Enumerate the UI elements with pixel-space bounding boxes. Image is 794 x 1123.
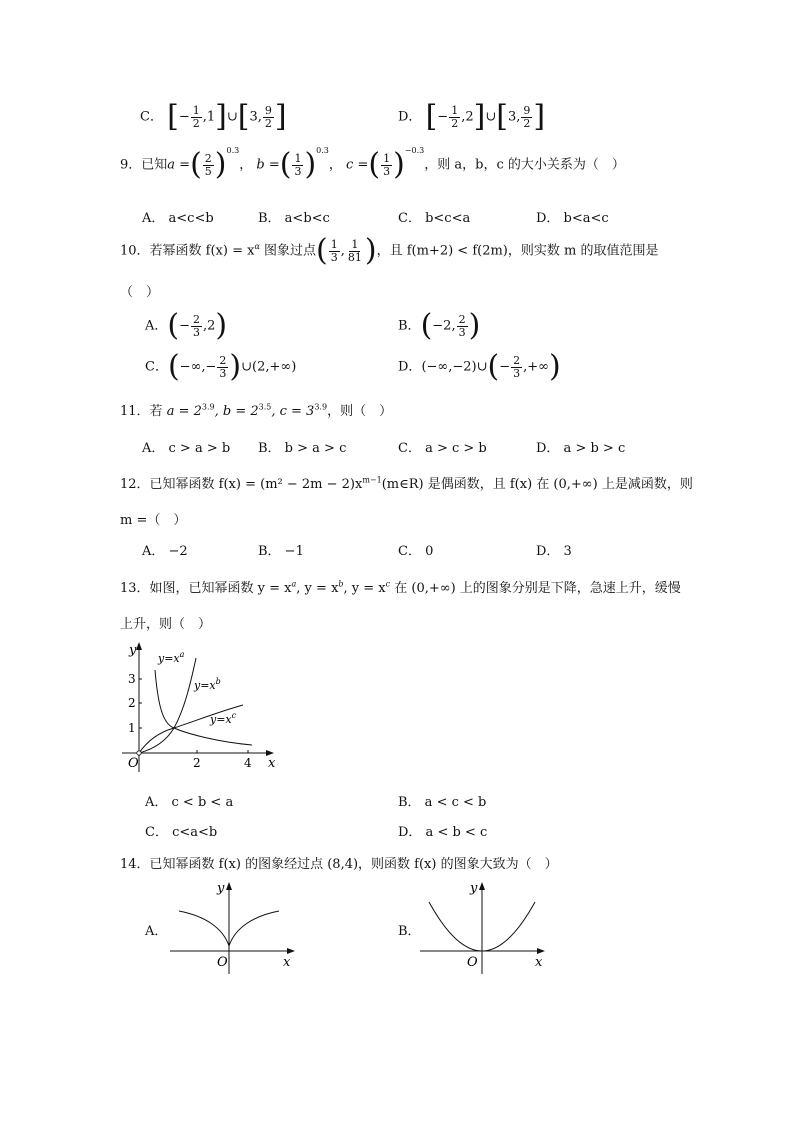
x-axis-label: x <box>535 955 543 970</box>
y-axis-arrow <box>226 882 232 890</box>
q13-option-d: D． a < b < c <box>398 825 488 840</box>
q11-option-a: A． c > a > b <box>142 441 231 456</box>
q14-graph-a <box>165 876 300 976</box>
q10-stem: 10．若幂函数 $f(x) = x^\alpha$ 图象过点( $\frac{1}{3}$ , $\frac{1}{81}$ )，且 f(m+2) < f(2m)，则实数 m 的取值范围是 <box>120 233 659 268</box>
q10-option-d: D．(−∞,−2)∪(− $\frac{2}{3}$ ,+∞) <box>398 349 561 384</box>
q9-option-b: B． a<b<c <box>258 211 330 226</box>
curve-left <box>179 911 229 946</box>
q10-option-a: A．(− $\frac{2}{3}$ ,2) <box>145 308 228 343</box>
y-axis-arrow <box>136 642 142 650</box>
x-axis-label: x <box>283 955 291 970</box>
x-axis-arrow <box>537 948 545 954</box>
q9-option-a: A． a<c<b <box>142 211 214 226</box>
q13-stem-line2: 上升，则（ ） <box>120 617 212 632</box>
q14-option-b-letter: B． <box>398 924 421 939</box>
origin-label: O <box>128 756 139 771</box>
q8-option-d: D． [− $\frac{1}{2}$ ,2]∪[3, $\frac{9}{2}$ ] <box>398 99 546 134</box>
q12-option-a: A． −2 <box>142 544 188 559</box>
q13-option-b: B． a < c < b <box>398 795 487 810</box>
q12-stem: 12．已知幂函数 $f(x) = (m^2 - 2m - 2)x^{m-1}(m\in R)$ 是偶函数，且 f(x) 在 (0,+∞) 上是减函数，则 <box>120 475 693 492</box>
x-tick-label: 2 <box>193 756 201 770</box>
y-axis-label: y <box>470 881 478 896</box>
q13-option-a: A． c < b < a <box>145 795 234 810</box>
q9-stem: 9．已知a =( $\frac{2}{5}$ )$^{0.3}$， b =( $\frac{1}{3}$ )$^{0.3}$， c =( $\frac{1}{3}$ )$^{-0.3}$，则 a，b，c 的大小关系为（ ） <box>120 146 625 182</box>
q14-option-a-letter: A． <box>145 924 168 939</box>
x-tick-label: 4 <box>244 756 252 770</box>
y-axis-arrow <box>479 882 485 890</box>
q11-option-c: C． a > c > b <box>398 441 487 456</box>
option-letter: C． <box>140 109 163 125</box>
curve-right <box>229 911 279 946</box>
x-axis-label: x <box>268 756 276 771</box>
origin-point <box>137 751 141 755</box>
q11-stem: 11．若 $a = 2^{3.9}$, $b = 2^{3.5}$, $c = 3^{3.9}$，则（ ） <box>120 402 393 419</box>
x-axis-arrow <box>287 948 295 954</box>
q11-option-b: B． b > a > c <box>258 441 347 456</box>
q10-stem-line2: （ ） <box>120 285 160 300</box>
q14-graph-b <box>415 876 550 976</box>
q14-stem: 14．已知幂函数 f(x) 的图象经过点 (8,4)，则函数 f(x) 的图象大致为（ ） <box>120 857 558 872</box>
y-axis-label: y <box>217 881 225 896</box>
q12-option-b: B． −1 <box>258 544 304 559</box>
option-letter: D． <box>398 109 422 125</box>
q12-option-d: D． 3 <box>536 544 572 559</box>
q9-option-d: D． b<a<c <box>536 211 609 226</box>
q13-power-function-graph <box>118 636 288 776</box>
curve-label-b: $y=x^b$ <box>194 677 221 692</box>
q13-option-c: C． c<a<b <box>145 825 218 840</box>
curve-x-pow-b <box>139 658 196 753</box>
curve-label-c: $y=x^c$ <box>210 711 237 726</box>
y-tick-label: 2 <box>128 696 136 710</box>
origin-label: O <box>217 955 228 970</box>
origin-label: O <box>467 955 478 970</box>
q11-option-d: D． a > b > c <box>536 441 626 456</box>
y-tick-label: 1 <box>128 721 136 735</box>
q12-option-c: C． 0 <box>398 544 434 559</box>
q10-option-c: C．(−∞,− $\frac{2}{3}$ )∪(2,+∞) <box>145 349 297 384</box>
q9-option-c: C． b<c<a <box>398 211 471 226</box>
y-tick-label: 3 <box>128 672 136 686</box>
q13-stem: 13．如图，已知幂函数 $y = x^a$, $y = x^b$, $y = x^c$ 在 (0,+∞) 上的图象分别是下降，急速上升，缓慢 <box>120 579 681 596</box>
q10-option-b: B．(−2, $\frac{2}{3}$ ) <box>398 308 481 343</box>
curve-label-a: $y=x^a$ <box>158 650 185 665</box>
q8-option-c: C． [− $\frac{1}{2}$ ,1]∪[3, $\frac{9}{2}$ ] <box>140 99 287 134</box>
q12-stem-line2: m =（ ） <box>120 513 187 528</box>
y-axis-label: y <box>129 643 137 658</box>
